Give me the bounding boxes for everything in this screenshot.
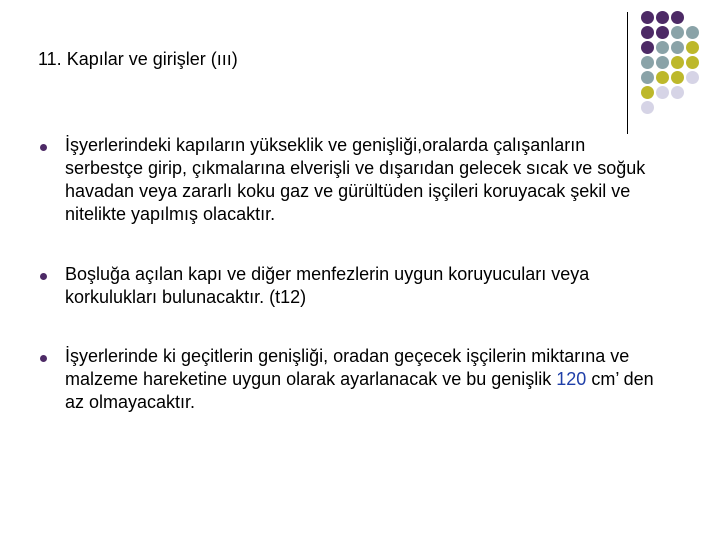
decorative-dot xyxy=(656,86,669,99)
bullet-text-3 xyxy=(65,345,665,414)
decorative-dot xyxy=(656,56,669,69)
slide-title: 11. Kapılar ve girişler (ııı) xyxy=(38,49,238,69)
vertical-divider xyxy=(627,12,628,134)
decorative-dot xyxy=(686,56,699,69)
decorative-dot xyxy=(671,41,684,54)
decorative-dot xyxy=(671,71,684,84)
decorative-dot xyxy=(656,41,669,54)
decorative-dot xyxy=(671,86,684,99)
decorative-dot xyxy=(656,11,669,24)
decorative-dot xyxy=(641,71,654,84)
decorative-dot xyxy=(671,56,684,69)
decorative-dot xyxy=(641,56,654,69)
bullet-icon xyxy=(40,355,47,362)
decorative-dot xyxy=(686,41,699,54)
bullet-icon xyxy=(40,144,47,151)
decorative-dot xyxy=(641,26,654,39)
decorative-dot xyxy=(641,11,654,24)
decorative-dot xyxy=(656,26,669,39)
bullet-text-3-part-1: İşyerlerinde ki geçitlerin genişliği, oradan geçecek işçilerin miktarına ve malzeme hareketine uygun olarak ayarlanacak ve bu genişlik xyxy=(65,346,630,389)
bullet-text-1: İşyerlerindeki kapıların yükseklik ve genişliği,oralarda çalışanların serbestçe girip, çıkmalarına elverişli ve dışarıdan gelecek sıcak ve soğuk havadan veya zararlı koku gaz ve gürültüden işçileri koruyacak şekil ve nitelikte yapılmış olacaktır. xyxy=(65,135,646,224)
bullet-text-3-part-2: cm’ den az olmayacaktır. xyxy=(65,369,654,412)
decorative-dot xyxy=(656,71,669,84)
decorative-dot xyxy=(686,71,699,84)
decorative-dot xyxy=(641,101,654,114)
decorative-dot xyxy=(641,41,654,54)
decorative-dot xyxy=(671,11,684,24)
decorative-dot xyxy=(686,26,699,39)
width-value-highlight: 120 xyxy=(556,369,587,389)
decorative-dot xyxy=(671,26,684,39)
bullet-text-2: Boşluğa açılan kapı ve diğer menfezlerin uygun koruyucuları veya korkulukları bulunacaktır. (t12) xyxy=(65,264,590,307)
decorative-dot xyxy=(641,86,654,99)
bullet-icon xyxy=(40,273,47,280)
